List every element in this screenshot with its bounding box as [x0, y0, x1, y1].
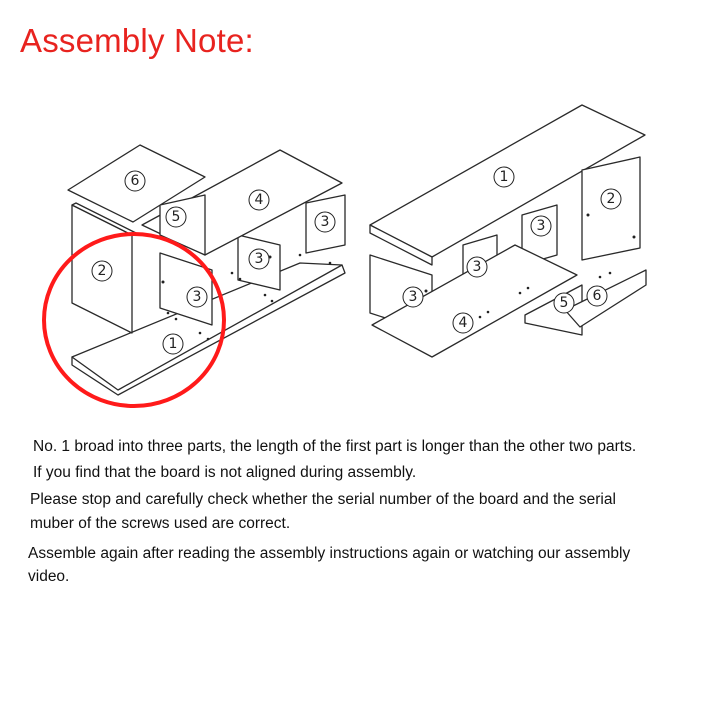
label-6-left	[125, 171, 145, 191]
label-3-left-c	[315, 212, 335, 232]
svg-text:3: 3	[192, 289, 202, 305]
left-exploded-view	[44, 145, 345, 406]
svg-text:6: 6	[130, 173, 140, 189]
svg-text:2: 2	[97, 263, 107, 279]
svg-text:4: 4	[254, 192, 264, 208]
label-3-right-a	[531, 216, 551, 236]
note-line-4: muber of the screws used are correct.	[30, 515, 291, 532]
page-title: Assembly Note:	[20, 22, 254, 59]
svg-text:3: 3	[408, 289, 418, 305]
svg-text:5: 5	[171, 209, 181, 225]
assembly-diagram	[0, 95, 720, 415]
svg-text:3: 3	[536, 218, 546, 234]
svg-text:5: 5	[559, 295, 569, 311]
note-line-2: If you find that the board is not aligned during assembly.	[33, 464, 417, 481]
label-5-right	[554, 293, 574, 313]
label-4-left	[249, 190, 269, 210]
label-1-right	[494, 167, 514, 187]
label-2-left	[92, 261, 112, 281]
svg-text:1: 1	[168, 336, 178, 352]
svg-text:1: 1	[499, 169, 509, 185]
svg-text:4: 4	[458, 315, 468, 331]
label-4-right	[453, 313, 473, 333]
assembly-diagram-svg	[0, 95, 720, 415]
right-exploded-view	[370, 105, 646, 357]
note-line-3: Please stop and carefully check whether the serial number of the board and the serial	[30, 491, 616, 508]
note-line-6: video.	[28, 568, 70, 585]
label-2-right	[601, 189, 621, 209]
label-3-left-a	[187, 287, 207, 307]
note-line-1: No. 1 broad into three parts, the length of the first part is longer than the other two parts.	[33, 438, 637, 455]
label-6-right	[587, 286, 607, 306]
label-3-left-b	[249, 249, 269, 269]
label-3-right-b	[467, 257, 487, 277]
label-3-right-c	[403, 287, 423, 307]
svg-text:6: 6	[592, 288, 602, 304]
svg-text:3: 3	[254, 251, 264, 267]
note-line-5: Assemble again after reading the assembly instructions again or watching our assembly	[28, 545, 631, 562]
svg-text:3: 3	[320, 214, 330, 230]
svg-text:3: 3	[472, 259, 482, 275]
label-1-left	[163, 334, 183, 354]
label-5-left	[166, 207, 186, 227]
svg-text:2: 2	[606, 191, 616, 207]
